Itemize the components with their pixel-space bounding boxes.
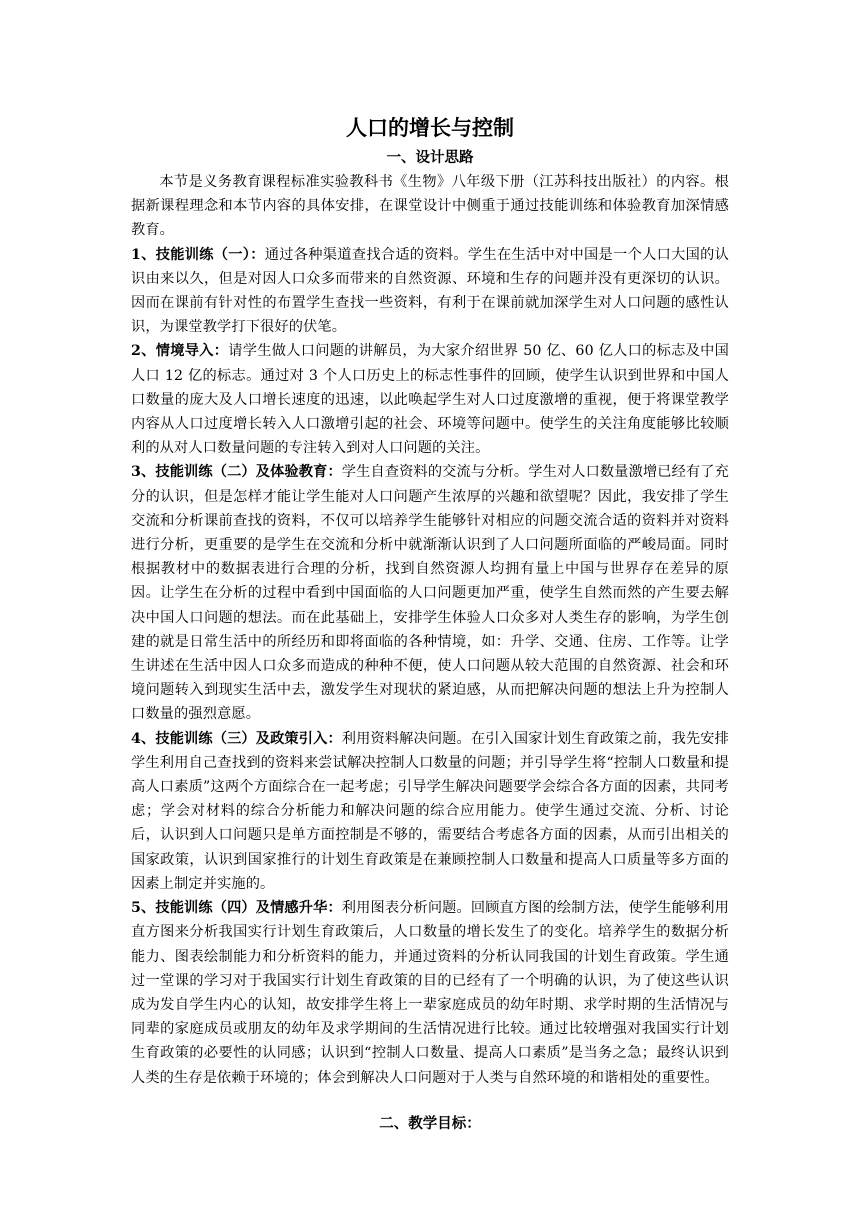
item-paragraph <box>131 339 729 460</box>
item-text: 利用图表分析问题。回顾直方图的绘制方法，使学生能够利用直方图来分析我国实行计划生育政策后，人口数量的增长发生了的变化。培养学生的数据分析能力、图表绘制能力和分析资料的能力，并通过资料的分析认同我国的计划生育政策。学生通过一堂课的学习对于我国实行计划生育政策的目的已经有了一个明确的认识，为了使这些认识成为发自学生内心的认知，故安排学生将上一辈家庭成员的幼年时期、求学时期的生活情况与同辈的家庭成员或朋友的幼年及求学期间的生活情况进行比较。通过比较增强对我国实行计划生育政策的必要性的认同感；认识到“控制人口数量、提高人口素质”是当务之急；最终认识到人类的生存是依赖于环境的；体会到解决人口问题对于人类与自然环境的和谐相处的重要性。 <box>131 900 729 1086</box>
item-text: 请学生做人口问题的讲解员，为大家介绍世界 50 亿、60 亿人口的标志及中国人口 12 亿的标志。通过对 3 个人口历史上的标志性事件的回顾，使学生认识到世界和中国人口数量的庞大及人口增长速度的迅速，以此唤起学生对人口过度激增的重视，便于将课堂教学内容从人口过度增长转入人口激增引起的社会、环境等问题中。使学生的关注角度能够比较顺利的从对人口数量问题的专注转入到对人口问题的关注。 <box>131 343 729 457</box>
item-text: 通过各种渠道查找合适的资料。学生在生活中对中国是一个人口大国的认识由来以久，但是对因人口众多而带来的自然资源、环境和生存的问题并没有更深切的认识。因而在课前有针对性的布置学生查找一些资料，有利于在课前就加深学生对人口问题的感性认识，为课堂教学打下很好的伏笔。 <box>131 246 729 336</box>
item-lead: 3、技能训练（二）及体验教育： <box>131 464 342 481</box>
item-paragraph <box>131 896 729 1090</box>
item-lead: 1、技能训练（一）： <box>131 246 265 263</box>
item-text: 利用资料解决问题。在引入国家计划生育政策之前，我先安排学生利用自己查找到的资料来尝试解决控制人口数量的问题；并引导学生将“控制人口数量和提高人口素质”这两个方面综合在一起考虑；引导学生解决问题要学会综合各方面的因素，共同考虑；学会对材料的综合分析能力和解决问题的综合应用能力。使学生通过交流、分析、讨论后，认识到人口问题只是单方面控制是不够的，需要结合考虑各方面的因素，从而引出相关的国家政策，认识到国家推行的计划生育政策是在兼顾控制人口数量和提高人口质量等多方面的因素上制定并实施的。 <box>131 730 729 892</box>
document-body <box>131 112 729 1136</box>
spacer <box>131 1090 729 1112</box>
item-paragraph <box>131 460 729 726</box>
item-lead: 5、技能训练（四）及情感升华： <box>131 900 342 917</box>
item-paragraph <box>131 727 729 896</box>
item-paragraph <box>131 243 729 340</box>
item-text: 学生自查资料的交流与分析。学生对人口数量激增已经有了充分的认识，但是怎样才能让学生能对人口问题产生浓厚的兴趣和欲望呢？因此，我安排了学生交流和分析课前查找的资料，不仅可以培养学生能够针对相应的问题交流合适的资料并对资料进行分析，更重要的是学生在交流和分析中就渐渐认识到了人口问题所面临的严峻局面。同时根据教材中的数据表进行合理的分析，找到自然资源人均拥有量上中国与世界存在差异的原因。让学生在分析的过程中看到中国面临的人口问题更加严重，使学生自然而然的产生要去解决中国人口问题的想法。而在此基础上，安排学生体验人口众多对人类生存的影响，为学生创建的就是日常生活中的所经历和即将面临的各种情境，如：升学、交通、住房、工作等。让学生讲述在生活中因人口众多而造成的种种不便，使人口问题从较大范围的自然资源、社会和环境问题转入到现实生活中去，激发学生对现状的紧迫感，从而把解决问题的想法上升为控制人口数量的强烈意愿。 <box>131 464 729 723</box>
section-heading-design: 一、设计思路 <box>386 149 474 166</box>
intro-paragraph: 本节是义务教育课程标准实验教科书《生物》八年级下册（江苏科技出版社）的内容。根据新课程理念和本节内容的具体安排，在课堂设计中侧重于通过技能训练和体验教育加深情感教育。 <box>131 174 729 239</box>
document-title: 人口的增长与控制 <box>346 115 514 140</box>
item-lead: 4、技能训练（三）及政策引入： <box>131 730 342 747</box>
item-lead: 2、情境导入： <box>131 343 229 360</box>
section-heading-objectives: 二、教学目标： <box>379 1114 481 1132</box>
